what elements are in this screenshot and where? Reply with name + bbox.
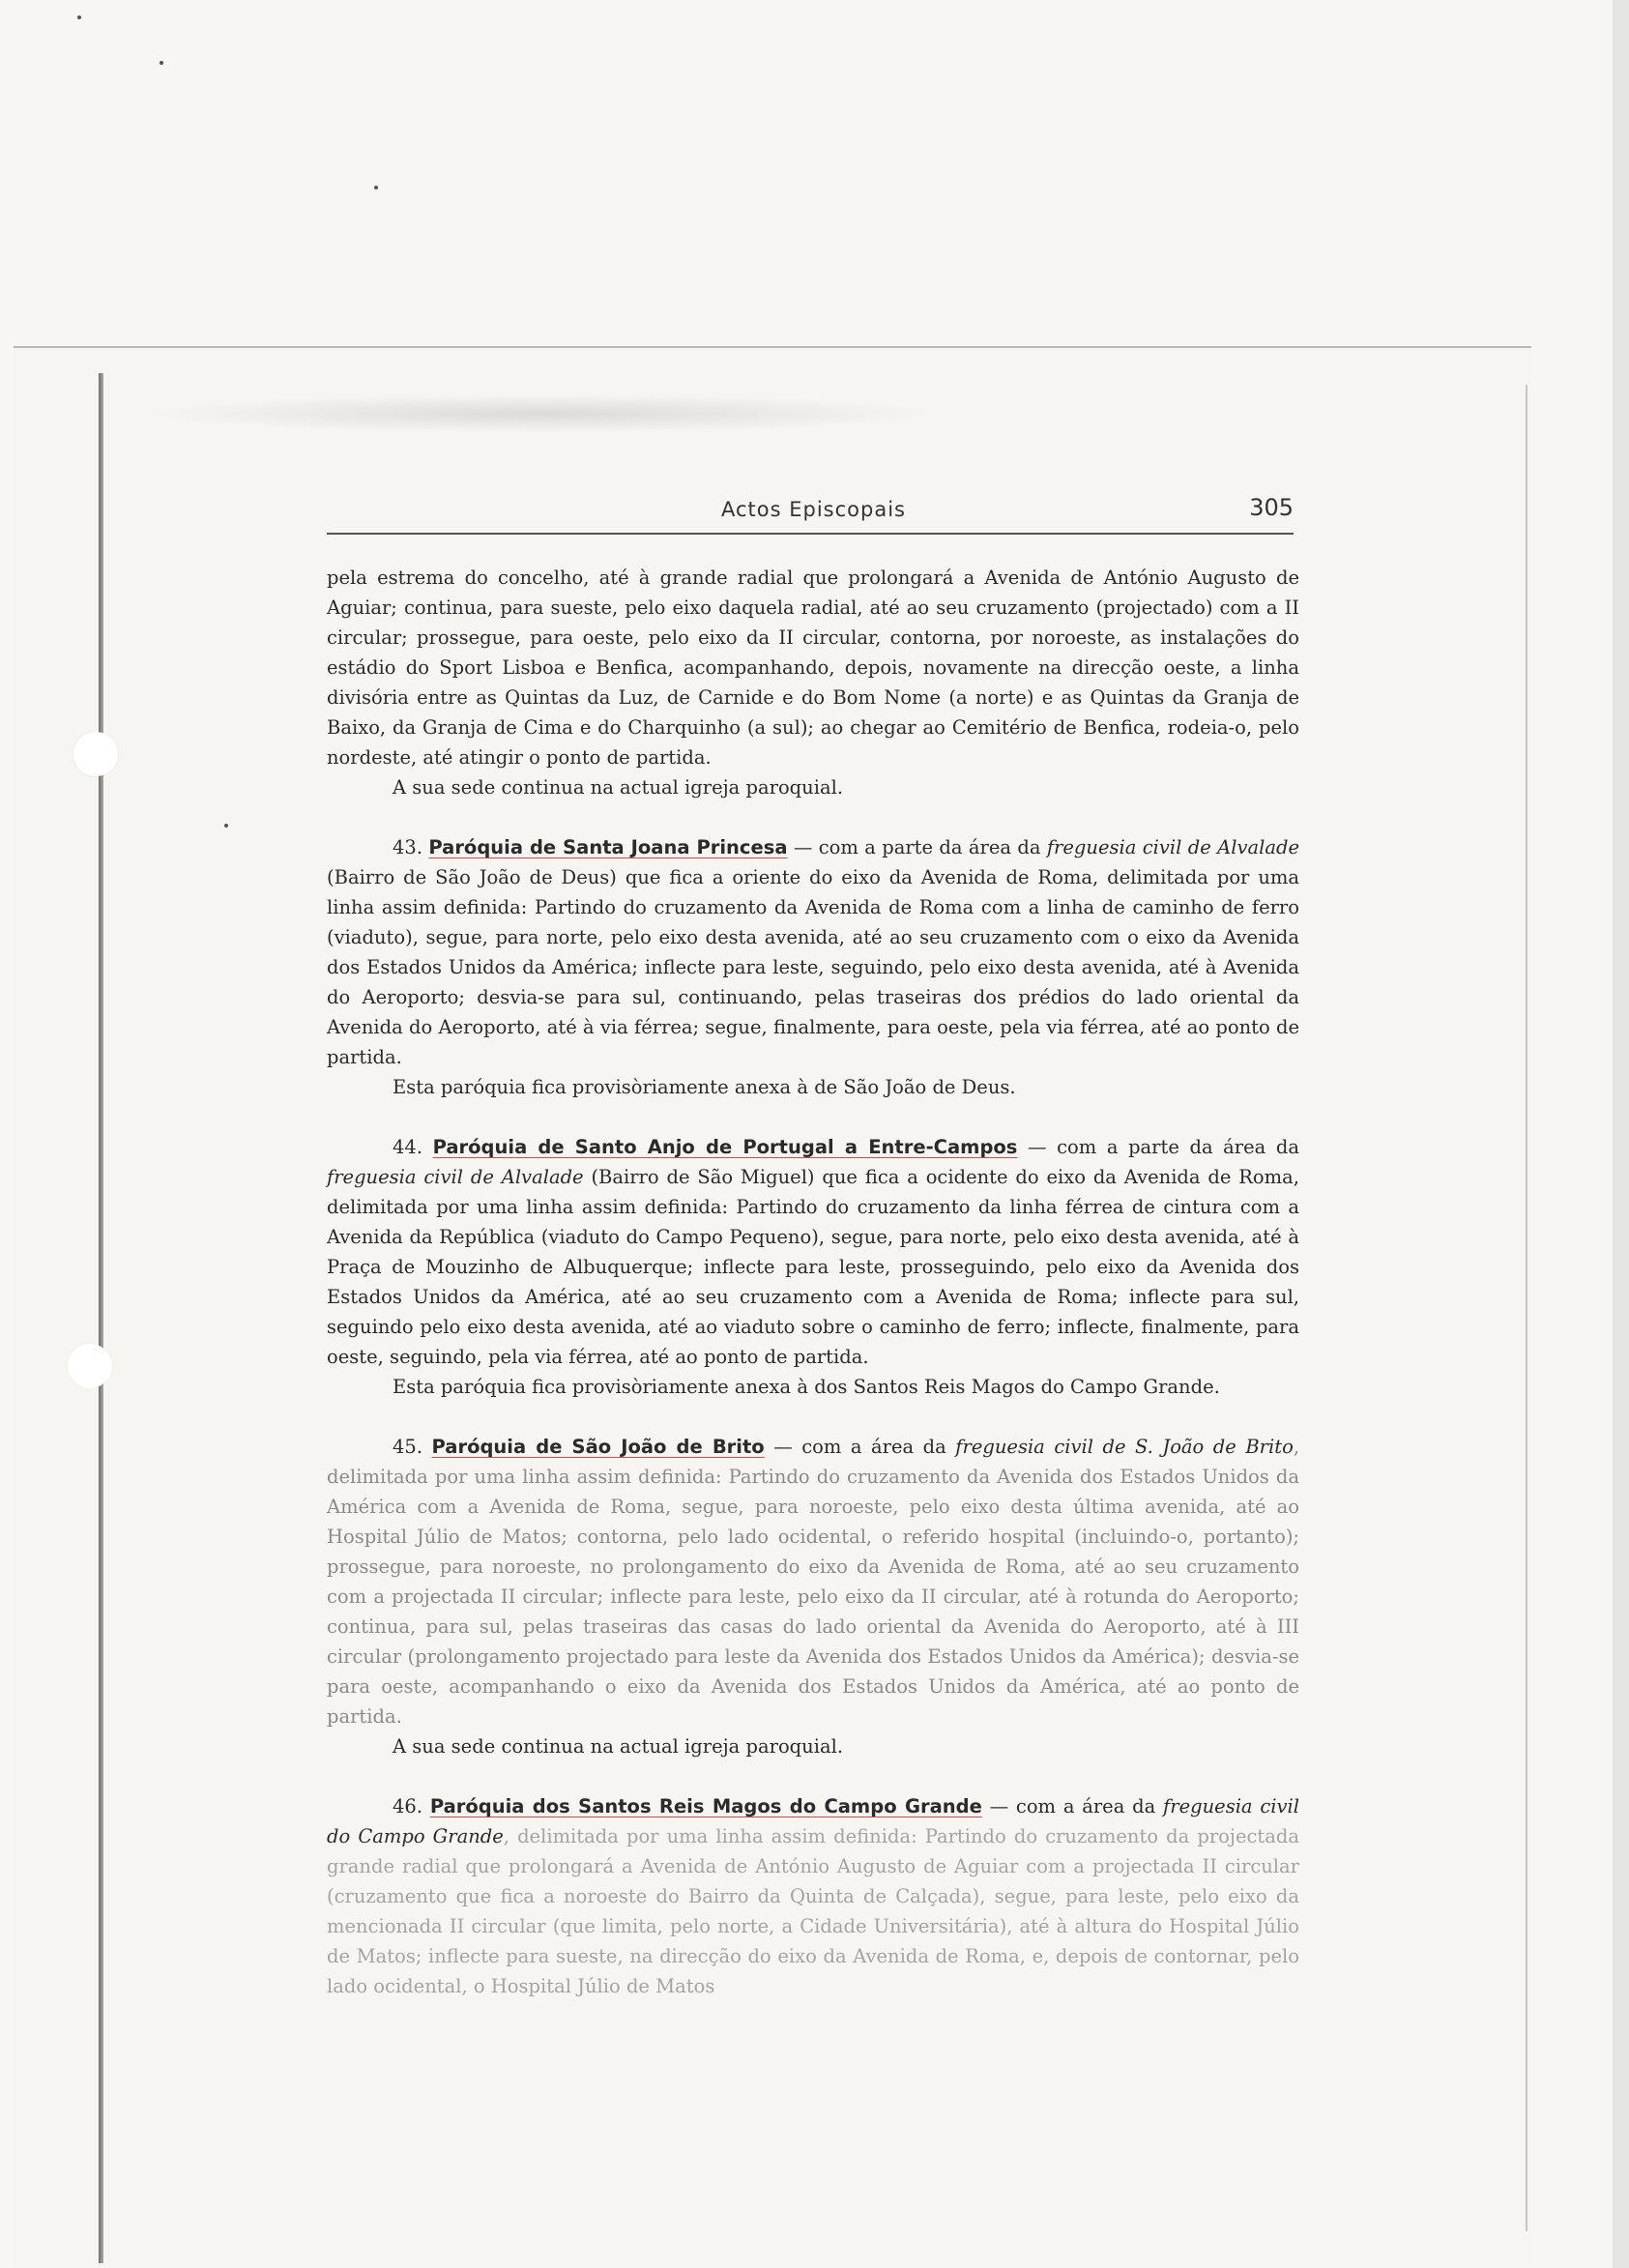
parish-entry-43: [327, 832, 1299, 1102]
entry-note: Esta paróquia fica provisòriamente anexa à de São João de Deus.: [393, 1076, 1016, 1098]
parish-entry-45: [327, 1432, 1299, 1761]
entry-number: 45.: [393, 1436, 423, 1458]
entry-lead: — com a área da: [764, 1436, 956, 1458]
entry-title: Paróquia de Santo Anjo de Portugal a Entre-Campos: [432, 1136, 1018, 1158]
intro-paragraph: pela estrema do concelho, até à grande radial que prolongará a Avenida de António Augusto de Aguiar; continua, para sueste, pelo eixo daquela radial, até ao seu cruzamento (projectado) com a II circular; prossegue, para oeste, pelo eixo da II circular, contorna, por noroeste, as instalações do estádio do Sport Lisboa e Benfica, acompanhando, depois, novamente na direcção oeste, a linha divisória entre as Quintas da Luz, de Carnide e do Bom Nome (a norte) e as Quintas da Granja de Baixo, da Granja de Cima e do Charquinho (a sul); ao chegar ao Cemitério de Benfica, rodeia-o, pelo nordeste, até atingir o ponto de partida.: [327, 567, 1299, 769]
entry-number: 46.: [393, 1795, 423, 1817]
intro-seat-note: A sua sede continua na actual igreja paroquial.: [393, 776, 844, 799]
body-text: [327, 563, 1299, 2001]
entry-note: Esta paróquia fica provisòriamente anexa à dos Santos Reis Magos do Campo Grande.: [393, 1376, 1220, 1398]
civil-parish: freguesia civil de Alvalade: [327, 1166, 584, 1188]
sheet-right-edge: [1526, 385, 1527, 2231]
dust-speck: [224, 824, 228, 828]
parish-entry-44: [327, 1132, 1299, 1402]
entry-body: , delimitada por uma linha assim definida: Partindo do cruzamento da projectada grande radial que prolongará a Avenida de António Augusto de Aguiar com a projectada II circular (cruzamento que fica a noroeste do Bairro da Quinta de Calçada), segue, para leste, pelo eixo da mencionada II circular (que limita, pelo norte, a Cidade Universitária), até à altura do Hospital Júlio de Matos; inflecte para sueste, na direcção do eixo da Avenida de Roma, e, depois de contornar, pelo lado ocidental, o Hospital Júlio de Matos: [327, 1825, 1299, 1997]
dust-speck: [160, 61, 163, 65]
scan-border: [1613, 0, 1629, 2268]
civil-parish: freguesia civil do Campo Grande: [327, 1795, 1299, 1847]
entry-title: Paróquia de Santa Joana Princesa: [428, 836, 788, 858]
punch-hole: [73, 732, 118, 776]
entry-number: 43.: [393, 836, 423, 858]
running-head: Actos Episcopais: [721, 498, 906, 521]
dust-speck: [77, 15, 81, 19]
entry-note: A sua sede continua na actual igreja paroquial.: [393, 1735, 844, 1758]
entry-body: (Bairro de São Miguel) que fica a ocidente do eixo da Avenida de Roma, delimitada por uma linha assim definida: Partindo do cruzamento da linha férrea de cintura com a Avenida da República (viaduto do Campo Pequeno), segue, para norte, pelo eixo desta avenida, até à Praça de Mouzinho de Albuquerque; inflecte para leste, prosseguindo, pelo eixo da Avenida dos Estados Unidos da América, até ao seu cruzamento com a Avenida de Roma; inflecte para sul, seguindo pelo eixo desta avenida, até ao viaduto sobre o caminho de ferro; inflecte, finalmente, para oeste, seguindo, pela via férrea, até ao ponto de partida.: [327, 1166, 1299, 1368]
punch-hole: [68, 1344, 112, 1388]
parish-entry-46: [327, 1791, 1299, 2001]
dust-speck: [374, 186, 378, 189]
entry-number: 44.: [393, 1136, 423, 1158]
entry-lead: — com a parte da área da: [1017, 1136, 1299, 1158]
entry-title: Paróquia de São João de Brito: [431, 1436, 765, 1458]
civil-parish: freguesia civil de S. João de Brito: [955, 1436, 1294, 1458]
binding-edge: [99, 373, 103, 2263]
entry-body: , delimitada por uma linha assim definida: Partindo do cruzamento da Avenida dos Estados Unidos da América com a Avenida de Roma, segue, para noroeste, pelo eixo desta última avenida, até ao Hospital Júlio de Matos; contorna, pelo lado ocidental, o referido hospital (incluindo-o, portanto); prossegue, para noroeste, no prolongamento do eixo da Avenida de Roma, até ao seu cruzamento com a projectada II circular; inflecte para leste, pelo eixo da II circular, até à rotunda do Aeroporto; continua, para sul, pelas traseiras das casas do lado oriental da Avenida do Aeroporto, até à III circular (prolongamento projectado para leste da Avenida dos Estados Unidos da América); desvia-se para oeste, acompanhando o eixo da Avenida dos Estados Unidos da América, até ao ponto de partida.: [327, 1436, 1300, 1728]
toner-smudge: [145, 394, 938, 433]
entry-body: (Bairro de São João de Deus) que fica a oriente do eixo da Avenida de Roma, delimitada por uma linha assim definida: Partindo do cruzamento da Avenida de Roma com a linha de caminho de ferro (viaduto), segue, para norte, pelo eixo desta avenida, até ao seu cruzamento com o eixo da Avenida dos Estados Unidos da América; inflecte para leste, seguindo, pelo eixo desta avenida, até à Avenida do Aeroporto; desvia-se para sul, continuando, pelas traseiras dos prédios do lado oriental da Avenida do Aeroporto, até à via férrea; segue, finalmente, para oeste, pela via férrea, até ao ponto de partida.: [327, 866, 1299, 1068]
entry-title: Paróquia dos Santos Reis Magos do Campo Grande: [429, 1795, 982, 1817]
entry-lead: — com a área da: [981, 1795, 1164, 1817]
civil-parish: freguesia civil de Alvalade: [1046, 836, 1299, 858]
page-header: [327, 494, 1294, 535]
page-number: 305: [1249, 494, 1294, 521]
entry-lead: — com a parte da área da: [787, 836, 1047, 858]
